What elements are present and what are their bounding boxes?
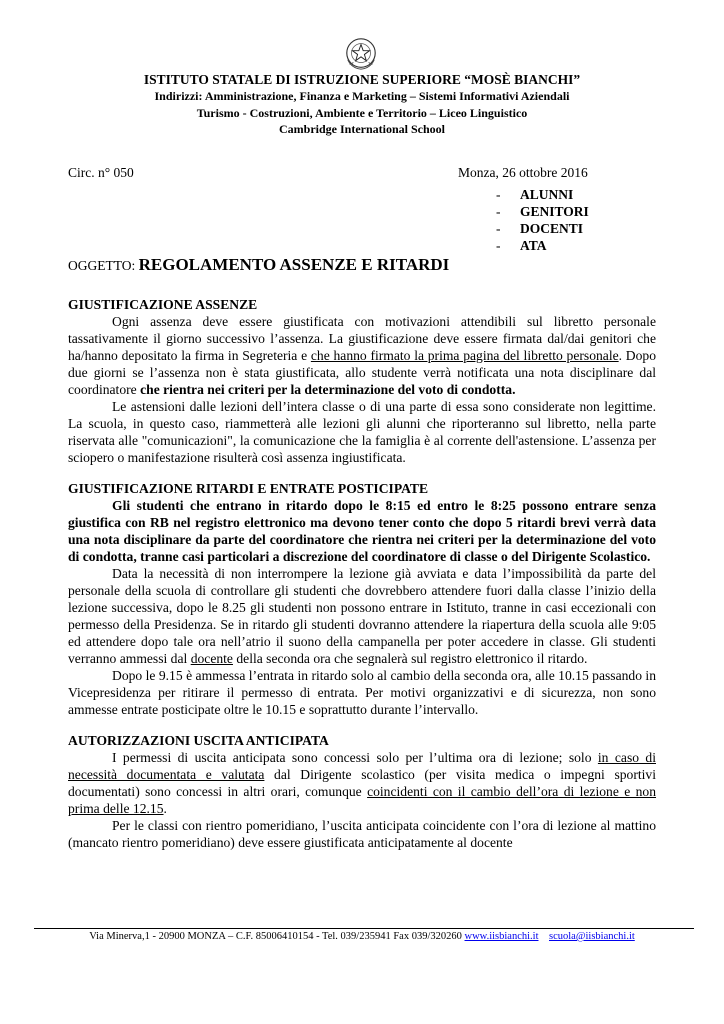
section-uscita: [68, 732, 656, 851]
recipient-item: - ALUNNI: [496, 187, 574, 202]
header-addresses-line-2: Turismo - Costruzioni, Ambiente e Territorio – Liceo Linguistico: [196, 106, 528, 120]
section-title: GIUSTIFICAZIONE ASSENZE: [68, 297, 258, 312]
footer-divider: [34, 928, 694, 929]
paragraph: Ogni assenza deve essere giustificata con motivazioni attendibili sul libretto personale tassativamente il giorno successivo l’assenza. La giustificazione deve essere firmata dal/dai genitori che ha/hanno depositato la firma in Segreteria e che hanno firmato la prima pagina del libretto personale. Dopo due giorni se l’assenza non è stata giustificata, allo studente verrà notificata una nota disciplinare dal coordinatore che rientra nei criteri per la determinazione del voto di condotta.: [68, 314, 656, 397]
header-school-label: Cambridge International School: [278, 122, 445, 136]
institute-name: ISTITUTO STATALE DI ISTRUZIONE SUPERIORE “MOSÈ BIANCHI”: [143, 72, 581, 87]
header-addresses-line: Indirizzi: Amministrazione, Finanza e Marketing – Sistemi Informativi Aziendali: [154, 89, 570, 103]
website-link[interactable]: www.iisbianchi.it: [464, 931, 539, 942]
paragraph: I permessi di uscita anticipata sono concessi solo per l’ultima ora di lezione; solo in caso di necessità documentata e valutata dal Dirigente scolastico (per visita medica o impegni sportivi documentati) sono concessi in altri orari, comunque coincidenti con il cambio dell’ora di lezione e non prima delle 12.15.: [68, 750, 657, 816]
recipient-item: - ATA: [496, 238, 547, 253]
email-link[interactable]: scuola@iisbianchi.it: [549, 931, 635, 942]
footer-address: Via Minerva,1 - 20900 MONZA – C.F. 85006410154 - Tel. 039/235941 Fax 039/320260: [89, 931, 465, 942]
section-ritardi: [68, 480, 656, 718]
paragraph: Per le classi con rientro pomeridiano, l’uscita anticipata coincidente con l’ora di lezione al mattino (mancato rientro pomeridiano) deve essere giustificata anticipatamente al docente: [68, 818, 656, 850]
circular-number: Circ. n° 050: [68, 165, 134, 180]
subject-line: [68, 255, 449, 275]
paragraph: Data la necessità di non interrompere la lezione già avviata e data l’impossibilità da parte del personale della scuola di controllare gli studenti che dovrebbero attendere fuori dalla classe l’inizio della lezione successiva, dopo le 8.25 gli studenti non possono entrare in Istituto, tranne in casi eccezionali con permesso della Presidenza. Se in ritardo gli studenti dovranno attendere la riapertura della scuola alle 9:05 ed attendere dopo tale ora nell’atrio il suono della campanella per poter accedere in classe. Gli studenti verranno ammessi dal docente della seconda ora che segnalerà sul registro elettronico il ritardo.: [68, 566, 656, 666]
recipients-list: [496, 186, 589, 254]
section-title: GIUSTIFICAZIONE RITARDI E ENTRATE POSTICIPATE: [68, 481, 429, 496]
document-body: [68, 296, 656, 865]
paragraph: Gli studenti che entrano in ritardo dopo le 8:15 ed entro le 8:25 possono entrare senza giustifica con RB nel registro elettronico ma devono tener conto che dopo 5 ritardi brevi verrà data una nota disciplinare da parte del coordinatore che rientra nei criteri per la determinazione del voto di condotta, tranne casi particolari a discrezione del coordinatore di classe o del Dirigente Scolastico.: [68, 498, 656, 564]
section-title: AUTORIZZAZIONI USCITA ANTICIPATA: [68, 733, 329, 748]
section-assenze: [68, 296, 656, 466]
footer: [0, 931, 724, 942]
paragraph: Le astensioni dalle lezioni dell’intera classe o di una parte di essa sono considerate non legittime. La scuola, in questo caso, riammetterà alle lezioni gli alunni che riporteranno sul libretto, nella parte riservata alle "comunicazioni", la comunicazione che la famiglia è al corrente dell'astensione. L’assenza per sciopero o manifestazione risulterà così assenza ingiustificata.: [68, 399, 656, 465]
paragraph: Dopo le 9.15 è ammessa l’entrata in ritardo solo al cambio della seconda ora, alle 10.15 passando in Vicepresidenza per ritirare il permesso di entrata. Per motivi organizzativi e di sicurezza, non sono ammesse entrate posticipate oltre le 10.15 e soprattutto durante l’intervallo.: [68, 668, 656, 717]
italian-republic-emblem-icon: [342, 36, 380, 72]
subject-label: OGGETTO:: [68, 258, 139, 273]
recipient-item: - GENITORI: [496, 204, 589, 219]
document-date: Monza, 26 ottobre 2016: [458, 165, 588, 180]
recipient-item: - DOCENTI: [496, 221, 584, 236]
subject-value: REGOLAMENTO ASSENZE E RITARDI: [138, 255, 450, 274]
